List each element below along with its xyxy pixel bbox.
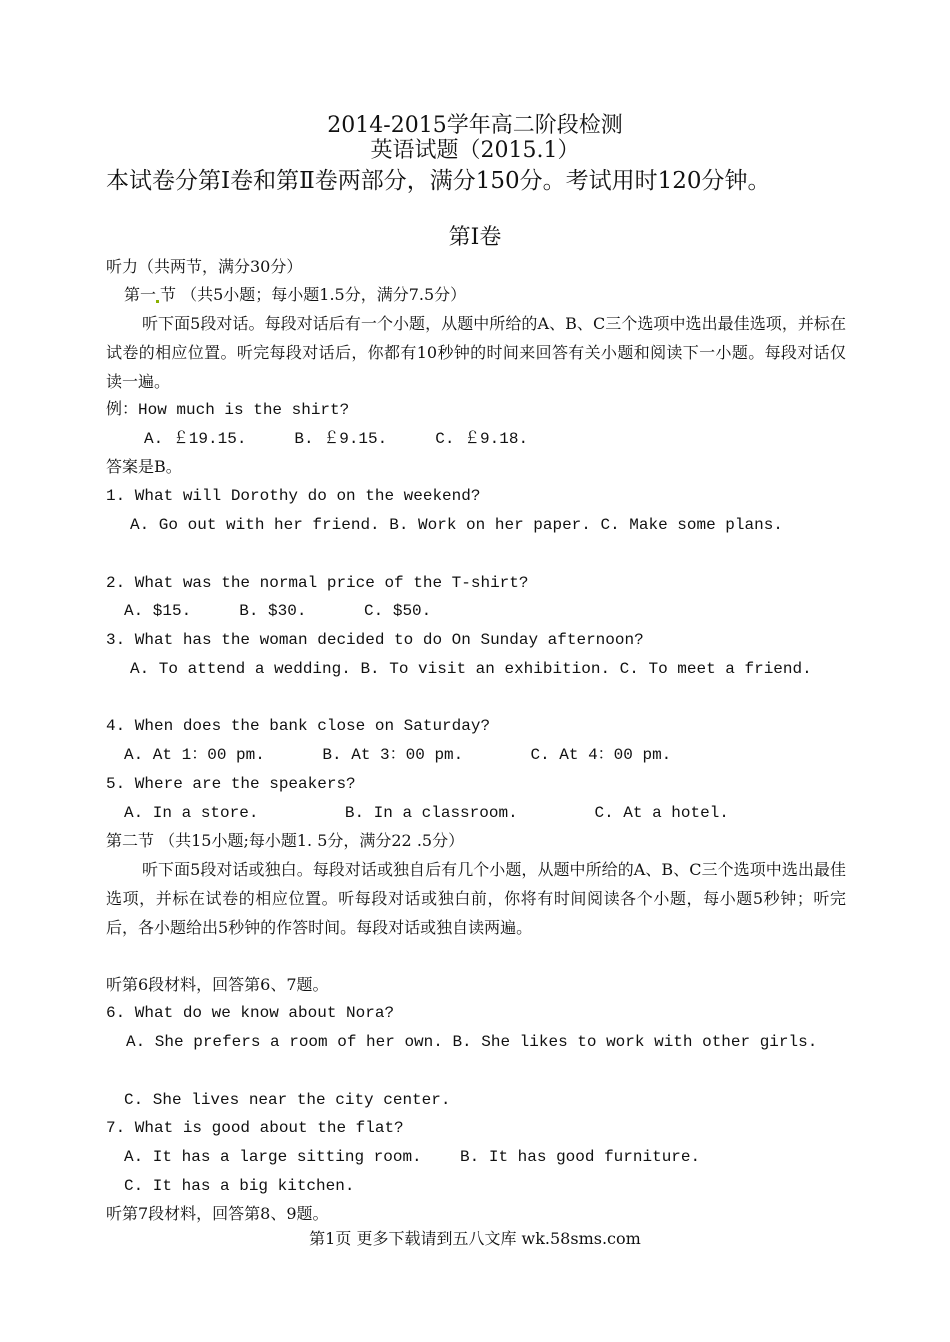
question-2: 2. What was the normal price of the T-shirt? [106,574,529,592]
material-6-heading: 听第6段材料，回答第6、7题。 [106,975,329,994]
question-1: 1. What will Dorothy do on the weekend? [106,487,481,505]
page-footer: 第1页 更多下载请到五八文库 wk.58sms.com [309,1229,641,1248]
question-6-option-c: C. She lives near the city center. [124,1091,451,1109]
question-1-options: A. Go out with her friend. B. Work on her paper. C. Make some plans. [130,516,783,534]
section2-instructions: 听下面5段对话或独白。每段对话或独自后有几个小题，从题中所给的A、B、C三个选项中选出最佳选项，并标在试卷的相应位置。听每段对话或独白前，你将有时间阅读各个小题，每小题5秒钟；听完后，各小题给出5秒钟的作答时间。每段对话或独自读两遍。 [106,860,846,937]
question-6-options: A. She prefers a room of her own. B. She likes to work with other girls. [126,1033,818,1051]
material-7-heading: 听第7段材料，回答第8、9题。 [106,1204,329,1223]
section1-heading: 第一 节 （共5小题；每小题1.5分，满分7.5分） [124,285,467,304]
part-title: 第Ⅰ卷 [448,225,502,250]
question-5: 5. Where are the speakers? [106,775,356,793]
question-4: 4. When does the bank close on Saturday? [106,717,491,735]
example-question: 例：How much is the shirt? [106,401,350,419]
green-mark-icon [156,300,159,303]
example-answer: 答案是B。 [106,457,182,476]
section2-heading: 第二节 （共15小题;每小题1. 5分，满分22 .5分） [106,831,465,850]
question-7-option-c: C. It has a big kitchen. [124,1177,355,1195]
question-5-options: A. In a store. B. In a classroom. C. At a hotel. [124,804,729,822]
question-4-options: A. At 1：00 pm. B. At 3：00 pm. C. At 4：00 pm. [124,746,672,764]
listening-heading: 听力（共两节，满分30分） [106,257,303,276]
question-3-options: A. To attend a wedding. B. To visit an exhibition. C. To meet a friend. [130,660,812,678]
exam-intro: 本试卷分第Ⅰ卷和第Ⅱ卷两部分，满分150分。考试用时120分钟。 [106,168,771,194]
section1-instructions: 听下面5段对话。每段对话后有一个小题，从题中所给的A、B、C三个选项中选出最佳选项，并标在试卷的相应位置。听完每段对话后，你都有10秒钟的时间来回答有关小题和阅读下一小题。每段对话仅读一遍。 [106,314,846,391]
exam-title: 2014-2015学年高二阶段检测 [327,113,623,138]
exam-subtitle: 英语试题（2015.1） [370,138,580,163]
question-7: 7. What is good about the flat? [106,1119,404,1137]
question-6: 6. What do we know about Nora? [106,1004,395,1022]
example-options: A. ￡19.15. B. ￡9.15. C. ￡9.18. [144,430,529,448]
question-3: 3. What has the woman decided to do On Sunday afternoon? [106,631,644,649]
question-2-options: A. $15. B. $30. C. $50. [124,602,432,620]
question-7-options: A. It has a large sitting room. B. It has good furniture. [124,1148,701,1166]
